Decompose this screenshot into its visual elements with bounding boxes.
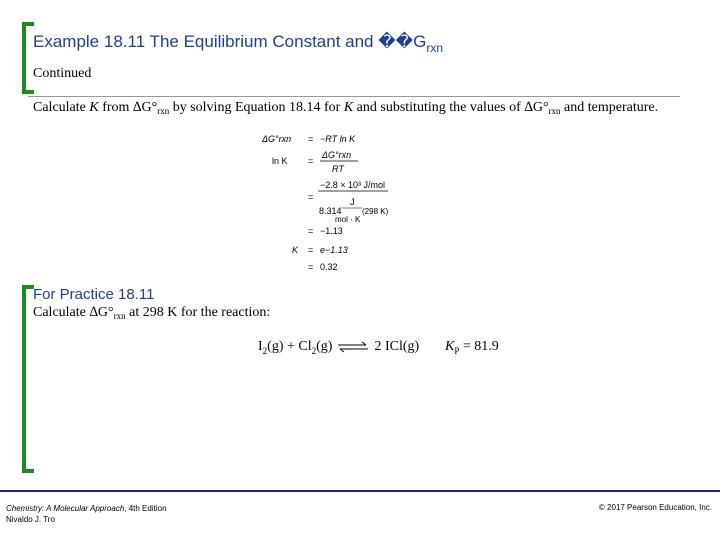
practice-title: For Practice 18.11 [33, 286, 155, 303]
eq-line3-num: −2.8 × 10³ J/mol [320, 180, 386, 190]
kp-value: $K_P = 81.9$ [445, 339, 499, 356]
svg-text:=: = [308, 245, 314, 255]
eq-line5-left: K [292, 245, 299, 255]
calculation-instruction: Calculate K from $\Delta G^\circ_{rxn}$ by solving Equation 18.14 for K and substituting the values of $\Delta G^\circ_{rxn}$ and temperature. [33, 100, 659, 116]
eq-line4: −1.13 [320, 226, 343, 236]
equilibrium-arrow-icon [336, 341, 370, 353]
eq-line2-den: RT [332, 164, 344, 174]
continued-label: Continued [33, 66, 92, 81]
footer-divider [0, 490, 720, 492]
svg-text:=: = [308, 156, 314, 166]
eq-line3-den-j: J [350, 197, 355, 207]
equation-image [262, 130, 392, 275]
practice-instruction: Calculate $\Delta G^\circ_{rxn}$ at 298 K for the reaction: [33, 305, 271, 321]
svg-text:=: = [308, 192, 314, 202]
divider [28, 96, 680, 97]
eq-line1-right: −RT ln K [320, 134, 356, 144]
eq-line6: 0.32 [320, 262, 338, 272]
svg-text:=: = [308, 134, 314, 144]
eq-line2-num: ΔG°rxn [322, 150, 352, 160]
svg-text:=: = [308, 226, 314, 236]
eq-line3-den-mol: mol · K [335, 215, 361, 224]
page-title: Example 18.11 The Equilibrium Constant and $��G_{rxn}$ [33, 32, 444, 55]
eq-line5-right: e−1.13 [320, 245, 348, 255]
eq-line3-den-t: (298 K) [362, 207, 389, 216]
eq-line1-left: ΔG°rxn [262, 134, 292, 144]
eq-line2-left: ln K [272, 156, 288, 166]
footer-citation: Chemistry: A Molecular Approach, 4th Edition Nivaldo J. Tro [6, 504, 167, 524]
footer-copyright: © 2017 Pearson Education, Inc. [598, 503, 712, 512]
reaction-equation: $I_2(g) + Cl_2(g)$ 2 ICl(g) [258, 339, 420, 356]
eq-line3-den-a: 8.314 [319, 206, 342, 216]
svg-text:=: = [308, 262, 314, 272]
